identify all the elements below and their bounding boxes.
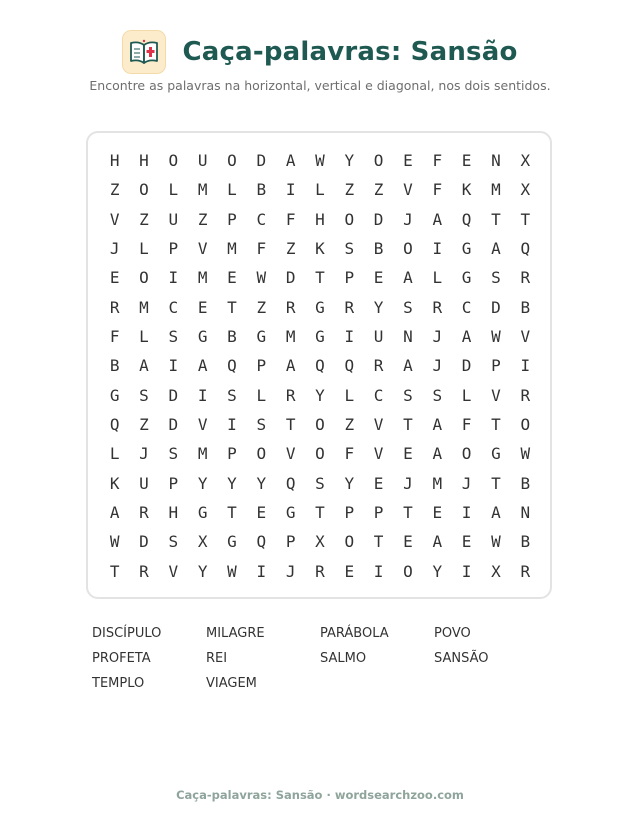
grid-cell[interactable]: F: [432, 180, 443, 200]
grid-cell[interactable]: Z: [256, 297, 267, 317]
word-list-item: PROFETA: [92, 651, 151, 666]
grid-cell[interactable]: M: [197, 268, 208, 288]
grid-cell[interactable]: J: [109, 239, 120, 259]
grid-cell[interactable]: U: [168, 209, 179, 229]
grid-cell[interactable]: M: [139, 297, 149, 317]
grid-cell[interactable]: Y: [197, 561, 208, 581]
grid-cell[interactable]: Q: [256, 532, 267, 552]
grid-cell[interactable]: R: [139, 561, 149, 581]
grid-cell[interactable]: Z: [373, 180, 384, 200]
grid-cell[interactable]: P: [256, 356, 267, 376]
grid-cell[interactable]: A: [432, 209, 443, 229]
word-list-item: REI: [206, 651, 228, 666]
grid-cell[interactable]: W: [227, 561, 237, 581]
word-list-item: SALMO: [320, 651, 367, 666]
grid-cell[interactable]: L: [168, 180, 179, 200]
grid-cell[interactable]: E: [227, 268, 237, 288]
grid-cell[interactable]: F: [461, 415, 472, 435]
grid-cell[interactable]: L: [109, 444, 120, 464]
word-list: [92, 626, 552, 692]
grid-cell[interactable]: Q: [227, 356, 237, 376]
grid-cell[interactable]: R: [520, 385, 531, 405]
grid-cell[interactable]: H: [109, 151, 120, 171]
word-list-item: SANSÃO: [434, 651, 489, 666]
word-list-item: VIAGEM: [206, 676, 257, 691]
grid-cell[interactable]: V: [109, 209, 120, 229]
grid-cell[interactable]: N: [520, 503, 531, 523]
grid-cell[interactable]: O: [315, 444, 325, 464]
grid-cell[interactable]: A: [403, 356, 413, 376]
grid-cell[interactable]: L: [344, 385, 355, 405]
grid-cell[interactable]: A: [197, 356, 208, 376]
grid-cell[interactable]: M: [197, 180, 208, 200]
letter-grid: [100, 146, 540, 586]
grid-cell[interactable]: A: [461, 327, 472, 347]
grid-cell[interactable]: W: [491, 327, 501, 347]
grid-cell[interactable]: A: [432, 532, 443, 552]
grid-cell[interactable]: T: [315, 268, 325, 288]
grid-cell[interactable]: K: [109, 473, 120, 493]
grid-cell[interactable]: E: [403, 444, 413, 464]
grid-cell[interactable]: E: [344, 561, 355, 581]
grid-cell[interactable]: M: [285, 327, 296, 347]
grid-cell[interactable]: O: [520, 415, 531, 435]
grid-cell[interactable]: V: [403, 180, 413, 200]
grid-cell[interactable]: W: [256, 268, 267, 288]
grid-cell[interactable]: E: [373, 473, 384, 493]
grid-cell[interactable]: P: [344, 268, 355, 288]
grid-cell[interactable]: B: [256, 180, 267, 200]
grid-cell[interactable]: A: [109, 503, 120, 523]
grid-cell[interactable]: M: [197, 444, 208, 464]
grid-cell[interactable]: E: [403, 151, 413, 171]
grid-cell[interactable]: H: [315, 209, 325, 229]
grid-cell[interactable]: Q: [315, 356, 325, 376]
grid-cell[interactable]: E: [373, 268, 384, 288]
word-list-item: MILAGRE: [206, 626, 265, 641]
grid-cell[interactable]: Z: [344, 180, 355, 200]
grid-cell[interactable]: T: [285, 415, 296, 435]
grid-cell[interactable]: G: [197, 327, 208, 347]
grid-cell[interactable]: T: [403, 503, 413, 523]
grid-cell[interactable]: N: [491, 151, 501, 171]
grid-cell[interactable]: B: [373, 239, 384, 259]
grid-cell[interactable]: O: [139, 180, 149, 200]
grid-cell[interactable]: J: [461, 473, 472, 493]
grid-cell[interactable]: Q: [520, 239, 531, 259]
grid-cell[interactable]: E: [461, 532, 472, 552]
grid-cell[interactable]: G: [315, 327, 325, 347]
grid-cell[interactable]: T: [491, 209, 501, 229]
grid-cell[interactable]: A: [491, 239, 501, 259]
grid-cell[interactable]: R: [315, 561, 325, 581]
grid-cell[interactable]: F: [344, 444, 355, 464]
word-list-item: PARÁBOLA: [320, 626, 389, 641]
grid-cell[interactable]: C: [373, 385, 384, 405]
grid-cell[interactable]: T: [373, 532, 384, 552]
grid-cell[interactable]: J: [432, 356, 443, 376]
grid-cell[interactable]: I: [461, 561, 472, 581]
instructions: Encontre as palavras na horizontal, vertical e diagonal, nos dois sentidos.: [89, 78, 551, 93]
grid-cell[interactable]: V: [373, 415, 384, 435]
grid-cell[interactable]: I: [520, 356, 531, 376]
grid-cell[interactable]: G: [109, 385, 120, 405]
grid-cell[interactable]: L: [461, 385, 472, 405]
grid-cell[interactable]: T: [227, 503, 237, 523]
grid-cell[interactable]: I: [227, 415, 237, 435]
grid-cell[interactable]: A: [285, 151, 296, 171]
grid-cell[interactable]: P: [168, 239, 179, 259]
grid-cell[interactable]: A: [432, 415, 443, 435]
grid-cell[interactable]: F: [109, 327, 120, 347]
grid-cell[interactable]: G: [285, 503, 296, 523]
grid-cell[interactable]: J: [139, 444, 149, 464]
grid-cell[interactable]: T: [491, 473, 501, 493]
grid-cell[interactable]: L: [315, 180, 325, 200]
grid-cell[interactable]: V: [168, 561, 179, 581]
grid-cell[interactable]: V: [520, 327, 531, 347]
grid-cell[interactable]: X: [520, 151, 531, 171]
grid-cell[interactable]: D: [285, 268, 296, 288]
grid-cell[interactable]: K: [461, 180, 472, 200]
grid-cell[interactable]: B: [227, 327, 237, 347]
grid-cell[interactable]: M: [491, 180, 501, 200]
grid-cell[interactable]: G: [461, 239, 472, 259]
grid-cell[interactable]: I: [285, 180, 296, 200]
grid-cell[interactable]: Y: [256, 473, 267, 493]
grid-cell[interactable]: U: [373, 327, 384, 347]
grid-cell[interactable]: P: [373, 503, 384, 523]
grid-cell[interactable]: Y: [344, 151, 355, 171]
grid-cell[interactable]: G: [491, 444, 501, 464]
grid-cell[interactable]: U: [139, 473, 149, 493]
grid-cell[interactable]: G: [315, 297, 325, 317]
grid-cell[interactable]: I: [461, 503, 472, 523]
grid-cell[interactable]: Y: [432, 561, 443, 581]
grid-cell[interactable]: X: [315, 532, 325, 552]
grid-cell[interactable]: F: [285, 209, 296, 229]
grid-cell[interactable]: D: [168, 385, 179, 405]
grid-cell[interactable]: M: [227, 239, 237, 259]
grid-cell[interactable]: S: [168, 532, 179, 552]
grid-cell[interactable]: J: [432, 327, 443, 347]
grid-cell[interactable]: D: [373, 209, 384, 229]
grid-cell[interactable]: V: [285, 444, 296, 464]
open-bible-icon: [122, 30, 166, 74]
grid-cell[interactable]: O: [403, 239, 413, 259]
grid-cell[interactable]: E: [461, 151, 472, 171]
page-title: Caça-palavras: Sansão: [182, 37, 518, 67]
grid-cell[interactable]: R: [344, 297, 355, 317]
page-footer: Caça-palavras: Sansão · wordsearchzoo.com: [176, 788, 464, 802]
grid-cell[interactable]: A: [139, 356, 149, 376]
grid-cell[interactable]: A: [432, 444, 443, 464]
grid-cell[interactable]: Z: [139, 415, 149, 435]
grid-cell[interactable]: O: [461, 444, 472, 464]
grid-cell[interactable]: T: [403, 415, 413, 435]
grid-cell[interactable]: F: [432, 151, 443, 171]
grid-cell[interactable]: P: [227, 209, 237, 229]
grid-cell[interactable]: O: [139, 268, 149, 288]
grid-cell[interactable]: A: [285, 356, 296, 376]
grid-cell[interactable]: I: [432, 239, 443, 259]
grid-cell[interactable]: B: [109, 356, 120, 376]
grid-cell[interactable]: Q: [109, 415, 120, 435]
grid-cell[interactable]: T: [227, 297, 237, 317]
grid-cell[interactable]: Y: [344, 473, 355, 493]
grid-cell[interactable]: S: [139, 385, 149, 405]
grid-cell[interactable]: K: [315, 239, 325, 259]
grid-cell[interactable]: S: [168, 327, 179, 347]
grid-cell[interactable]: S: [344, 239, 355, 259]
grid-cell[interactable]: O: [344, 209, 355, 229]
grid-cell[interactable]: Z: [344, 415, 355, 435]
grid-cell[interactable]: Y: [227, 473, 237, 493]
grid-cell[interactable]: O: [168, 151, 179, 171]
grid-cell[interactable]: Q: [285, 473, 296, 493]
grid-cell[interactable]: A: [403, 268, 413, 288]
grid-cell[interactable]: B: [520, 532, 531, 552]
grid-cell[interactable]: J: [403, 209, 413, 229]
grid-cell[interactable]: I: [373, 561, 384, 581]
grid-cell[interactable]: O: [403, 561, 413, 581]
grid-cell[interactable]: R: [373, 356, 384, 376]
grid-cell[interactable]: X: [491, 561, 501, 581]
grid-cell[interactable]: D: [256, 151, 267, 171]
grid-cell[interactable]: E: [197, 297, 208, 317]
grid-cell[interactable]: Y: [197, 473, 208, 493]
grid-cell[interactable]: L: [139, 327, 149, 347]
grid-cell[interactable]: D: [491, 297, 501, 317]
grid-cell[interactable]: G: [256, 327, 267, 347]
grid-cell[interactable]: W: [315, 151, 325, 171]
grid-cell[interactable]: G: [461, 268, 472, 288]
grid-cell[interactable]: D: [139, 532, 149, 552]
word-list-item: DISCÍPULO: [92, 626, 162, 641]
grid-cell[interactable]: S: [403, 385, 413, 405]
grid-cell[interactable]: V: [197, 239, 208, 259]
grid-cell[interactable]: D: [168, 415, 179, 435]
grid-cell[interactable]: Z: [109, 180, 120, 200]
grid-cell[interactable]: P: [227, 444, 237, 464]
grid-cell[interactable]: S: [432, 385, 443, 405]
grid-cell[interactable]: H: [139, 151, 149, 171]
grid-cell[interactable]: O: [344, 532, 355, 552]
grid-cell[interactable]: C: [256, 209, 267, 229]
grid-cell[interactable]: Q: [461, 209, 472, 229]
grid-cell[interactable]: O: [227, 151, 237, 171]
grid-cell[interactable]: I: [168, 356, 179, 376]
grid-cell[interactable]: F: [256, 239, 267, 259]
grid-cell[interactable]: N: [403, 327, 413, 347]
grid-cell[interactable]: S: [403, 297, 413, 317]
grid-cell[interactable]: T: [109, 561, 120, 581]
grid-cell[interactable]: Z: [285, 239, 296, 259]
word-list-item: POVO: [434, 626, 471, 641]
grid-cell[interactable]: L: [139, 239, 149, 259]
grid-cell[interactable]: I: [197, 385, 208, 405]
grid-cell[interactable]: R: [109, 297, 120, 317]
page-header: [0, 28, 640, 76]
grid-cell[interactable]: E: [109, 268, 120, 288]
grid-cell[interactable]: W: [520, 444, 531, 464]
grid-cell[interactable]: L: [432, 268, 443, 288]
grid-cell[interactable]: D: [461, 356, 472, 376]
grid-cell[interactable]: S: [227, 385, 237, 405]
grid-cell[interactable]: Q: [344, 356, 355, 376]
grid-cell[interactable]: J: [285, 561, 296, 581]
grid-cell[interactable]: J: [403, 473, 413, 493]
grid-cell[interactable]: T: [491, 415, 501, 435]
grid-cell[interactable]: L: [227, 180, 237, 200]
grid-cell[interactable]: C: [461, 297, 472, 317]
grid-cell[interactable]: B: [520, 473, 531, 493]
grid-cell[interactable]: W: [109, 532, 120, 552]
grid-cell[interactable]: P: [491, 356, 501, 376]
grid-cell[interactable]: E: [256, 503, 267, 523]
grid-cell[interactable]: R: [520, 561, 531, 581]
grid-cell[interactable]: S: [168, 444, 179, 464]
grid-cell[interactable]: X: [197, 532, 208, 552]
grid-cell[interactable]: G: [227, 532, 237, 552]
grid-cell[interactable]: C: [168, 297, 179, 317]
grid-cell[interactable]: O: [315, 415, 325, 435]
grid-cell[interactable]: R: [520, 268, 531, 288]
word-list-item: TEMPLO: [92, 676, 145, 691]
grid-cell[interactable]: S: [491, 268, 501, 288]
grid-cell[interactable]: A: [491, 503, 501, 523]
grid-cell[interactable]: Z: [139, 209, 149, 229]
grid-cell[interactable]: O: [256, 444, 267, 464]
grid-cell[interactable]: I: [256, 561, 267, 581]
grid-cell[interactable]: E: [403, 532, 413, 552]
grid-cell[interactable]: Y: [373, 297, 384, 317]
grid-cell[interactable]: G: [197, 503, 208, 523]
grid-cell[interactable]: R: [432, 297, 443, 317]
grid-cell[interactable]: L: [256, 385, 267, 405]
grid-cell[interactable]: P: [168, 473, 179, 493]
grid-cell[interactable]: R: [285, 297, 296, 317]
grid-cell[interactable]: T: [520, 209, 531, 229]
grid-cell[interactable]: H: [168, 503, 179, 523]
grid-cell[interactable]: S: [256, 415, 267, 435]
grid-cell[interactable]: M: [432, 473, 443, 493]
grid-cell[interactable]: Y: [315, 385, 325, 405]
grid-cell[interactable]: I: [168, 268, 179, 288]
grid-cell[interactable]: I: [344, 327, 355, 347]
grid-cell[interactable]: R: [285, 385, 296, 405]
grid-cell[interactable]: R: [139, 503, 149, 523]
grid-cell[interactable]: W: [491, 532, 501, 552]
grid-cell[interactable]: X: [520, 180, 531, 200]
grid-cell[interactable]: O: [373, 151, 384, 171]
grid-cell[interactable]: B: [520, 297, 531, 317]
grid-cell[interactable]: E: [432, 503, 443, 523]
grid-cell[interactable]: S: [315, 473, 325, 493]
grid-cell[interactable]: V: [197, 415, 208, 435]
grid-cell[interactable]: U: [197, 151, 208, 171]
grid-cell[interactable]: P: [344, 503, 355, 523]
grid-cell[interactable]: V: [373, 444, 384, 464]
grid-cell[interactable]: P: [285, 532, 296, 552]
grid-cell[interactable]: V: [491, 385, 501, 405]
grid-cell[interactable]: T: [315, 503, 325, 523]
grid-cell[interactable]: Z: [197, 209, 208, 229]
